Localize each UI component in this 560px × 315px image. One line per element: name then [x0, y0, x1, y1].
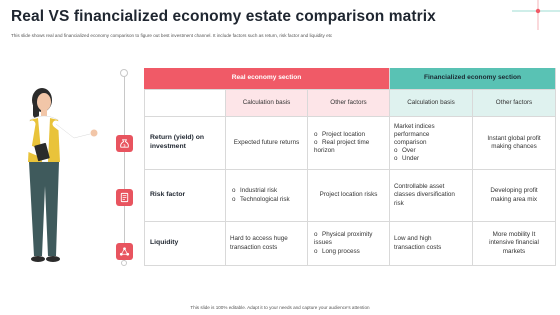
list-item: o Real project time horizon	[314, 139, 370, 155]
real-calc-subheader: Calculation basis	[226, 90, 308, 117]
row2-real-calc	[226, 170, 308, 222]
row3-real-other	[308, 222, 390, 266]
row1-fin-other: Instant global profit making chances	[473, 117, 556, 170]
list-item: o Technological risk	[232, 196, 290, 204]
row2-real-other: Project location risks	[308, 170, 390, 222]
row3-real-calc: Hard to access huge transaction costs	[226, 222, 308, 266]
corner-decoration	[512, 0, 560, 30]
row2-fin-other: Developing profit making area mix	[473, 170, 556, 222]
row-label-return: Return (yield) on investment	[144, 117, 226, 170]
page-title: Real VS financialized economy estate comparison matrix	[11, 8, 436, 25]
row3-fin-calc: Low and high transaction costs	[390, 222, 473, 266]
list-item: o Long process	[314, 248, 378, 256]
row1-real-other	[308, 117, 390, 170]
document-risk-icon	[116, 189, 133, 206]
list-item: o Over	[394, 147, 450, 155]
row3-fin-other: More mobility It intensive financial markets	[473, 222, 556, 266]
real-other-subheader: Other factors	[308, 90, 390, 117]
row-label-liquidity: Liquidity	[144, 222, 226, 266]
svg-text:$: $	[123, 143, 126, 148]
list-item: o Project location	[314, 131, 370, 139]
real-economy-header: Real economy section	[144, 68, 390, 90]
list-item: o Physical proximity issues	[314, 231, 378, 247]
row-label-risk: Risk factor	[144, 170, 226, 222]
footer-note: This slide is 100% editable. Adapt it to your needs and capture your audience's attention	[190, 305, 370, 310]
row1-fin-calc	[390, 117, 473, 170]
list-item: o Under	[394, 155, 450, 163]
page-subtitle: This slide shows real and financialized economy comparison to figure out best investment channel. It include factors such as return, risk factor and liquidity etc	[11, 33, 333, 38]
row2-fin-calc: Controllable asset classes diversification risk	[390, 170, 473, 222]
fin-calc-text: Market indices performance comparison	[394, 122, 435, 146]
list-item: o Industrial risk	[232, 187, 290, 195]
timeline-start-dot	[120, 69, 128, 77]
money-bag-icon	[116, 135, 133, 152]
timeline-line	[124, 73, 125, 263]
fin-calc-subheader: Calculation basis	[390, 90, 473, 117]
network-icon	[116, 243, 133, 260]
row1-real-calc: Expected future returns	[226, 117, 308, 170]
timeline-end-dot	[121, 260, 127, 266]
fin-other-subheader: Other factors	[473, 90, 556, 117]
presenter-illustration	[12, 86, 102, 276]
comparison-matrix	[144, 68, 556, 266]
corner-empty-cell	[144, 90, 226, 117]
financialized-economy-header: Financialized economy section	[390, 68, 556, 90]
